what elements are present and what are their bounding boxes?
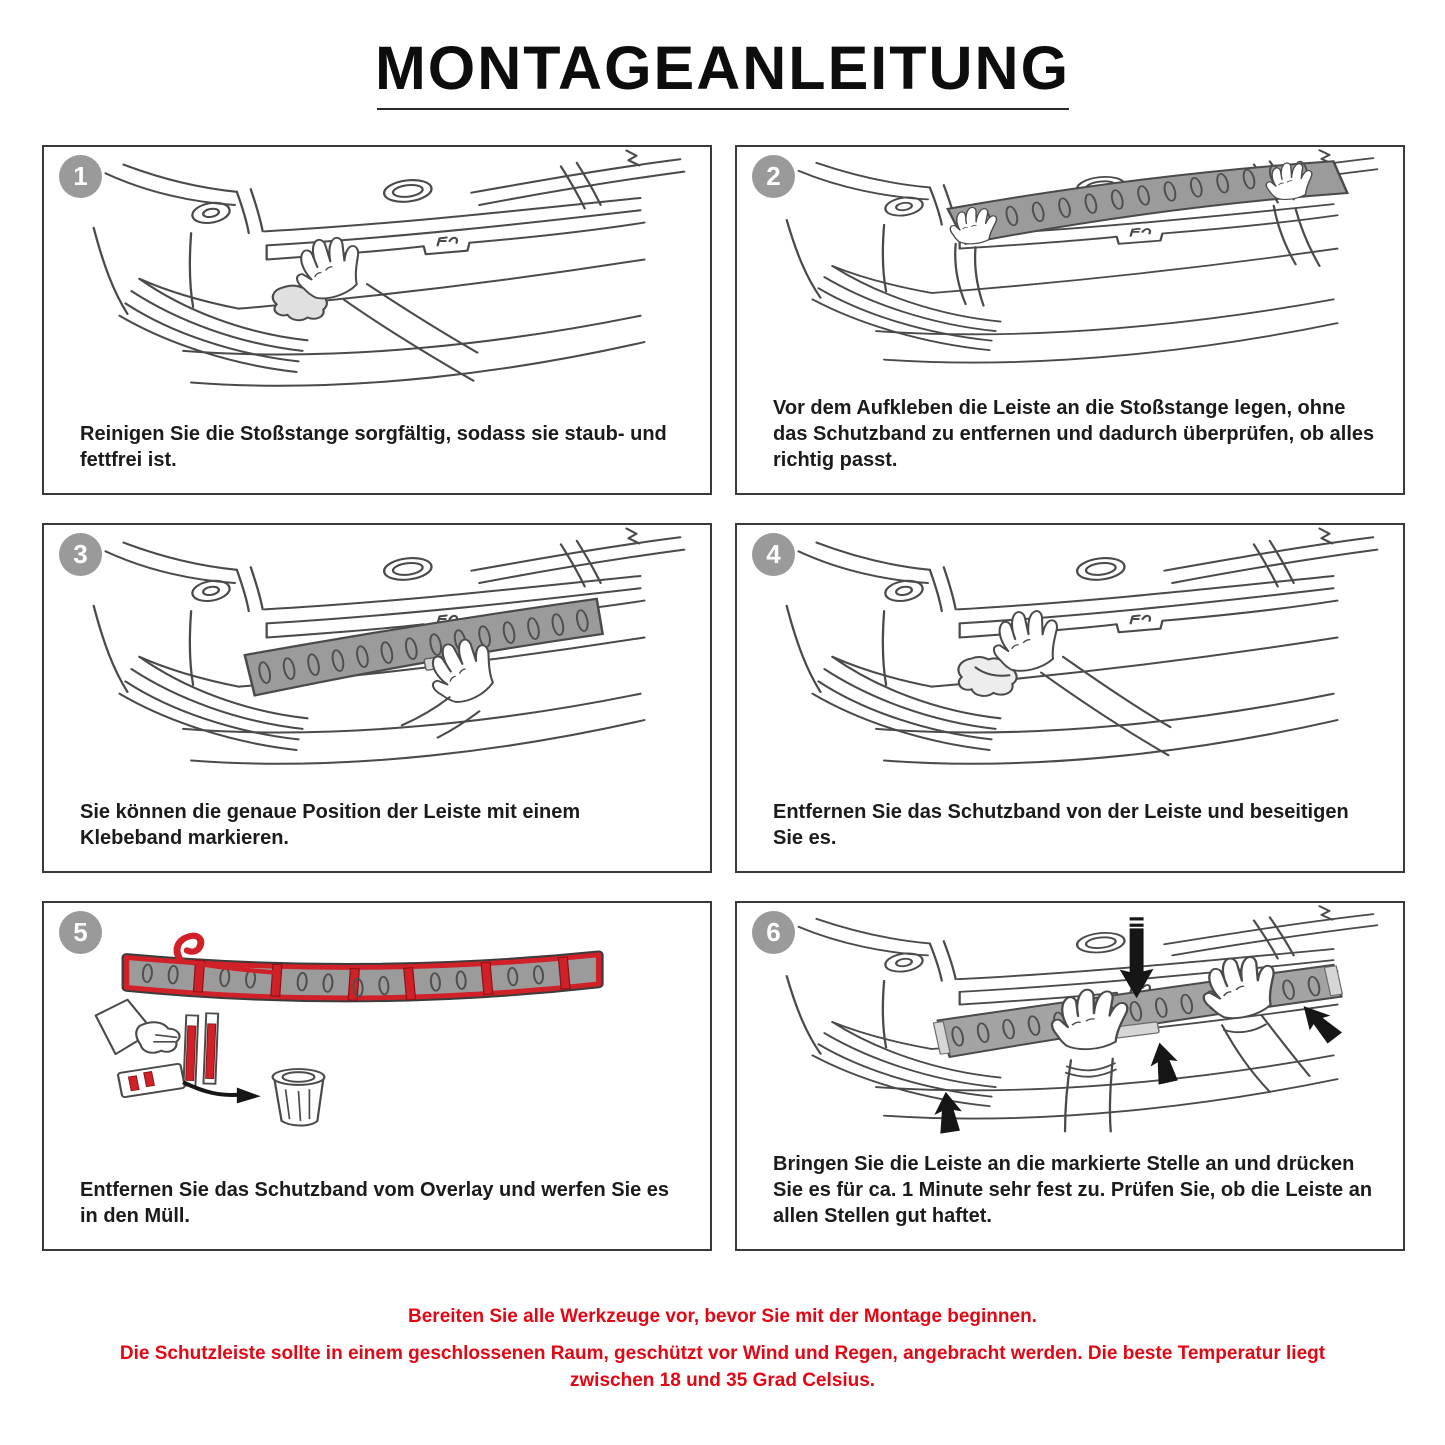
- trash-can: [273, 1069, 325, 1125]
- step-3-illustration: [44, 525, 710, 793]
- arm-lines: [402, 697, 480, 737]
- step-number-badge: 2: [752, 155, 795, 198]
- step-panel-5: [42, 901, 712, 1251]
- step-number-badge: 4: [752, 533, 795, 576]
- step-1-illustration: [44, 147, 710, 415]
- title-underline: [377, 108, 1069, 110]
- step-panel-4: [735, 523, 1405, 873]
- header: [0, 0, 1445, 110]
- page-title: MONTAGEANLEITUNG: [374, 34, 1071, 102]
- pinching-hand: [96, 1000, 180, 1054]
- steps-grid: [42, 145, 1405, 1251]
- step-panel-1: [42, 145, 712, 495]
- step-caption: Entfernen Sie das Schutzband von der Leiste und beseitigen Sie es.: [773, 801, 1349, 849]
- press-up-arrow-center: [1146, 1041, 1182, 1085]
- step-number-badge: 5: [59, 911, 102, 954]
- step-number-badge: 3: [59, 533, 102, 576]
- step-4-illustration: [737, 525, 1403, 793]
- step-panel-3: [42, 523, 712, 873]
- step-panel-2: [735, 145, 1405, 495]
- disposal-arrow: [183, 1082, 261, 1103]
- step-caption: Reinigen Sie die Stoßstange sorgfältig, sodass sie staub- und fettfrei ist.: [80, 423, 667, 471]
- footer-note-1: Bereiten Sie alle Werkzeuge vor, bevor Sie mit der Montage beginnen.: [408, 1306, 1037, 1327]
- step-caption: Sie können die genaue Position der Leiste mit einem Klebeband markieren.: [80, 801, 581, 849]
- car-rear-outline: [94, 151, 684, 386]
- step-panel-6: [735, 901, 1405, 1251]
- sleeve-center: [1065, 1059, 1116, 1132]
- arm-lines-left: [955, 244, 983, 306]
- arm-lines: [344, 284, 477, 381]
- step-caption: Vor dem Aufkleben die Leiste an die Stoßstange legen, ohne das Schutzband zu entfernen und dadurch überprüfen, ob alles richtig passt.: [773, 397, 1375, 471]
- footer-note-2: Die Schutzleiste sollte in einem geschlossenen Raum, geschützt vor Wind und Regen, angebracht werden. Die beste Temperatur liegt zwischen 18 und 35 Grad Celsius.: [119, 1343, 1326, 1391]
- sleeve-right: [1222, 1016, 1309, 1092]
- step-2-illustration: [737, 147, 1403, 389]
- step-number-badge: 6: [752, 911, 795, 954]
- protective-strip: [245, 599, 603, 696]
- step-number-badge: 1: [59, 155, 102, 198]
- disposal-piece: [118, 1063, 185, 1097]
- tape-backing-strips: [183, 1013, 218, 1087]
- step-caption: Bringen Sie die Leiste an die markierte Stelle an und drücken Sie es für ca. 1 Minute sehr fest zu. Prüfen Sie, ob die Leiste an allen Stellen gut haftet.: [773, 1153, 1373, 1227]
- arm-lines: [1041, 657, 1170, 755]
- step-6-illustration: [737, 903, 1403, 1145]
- step-5-illustration: [44, 903, 710, 1171]
- step-caption: Entfernen Sie das Schutzband vom Overlay und werfen Sie es in den Müll.: [80, 1179, 670, 1227]
- car-rear-outline: [787, 529, 1377, 764]
- footer-warnings: [0, 1306, 1445, 1394]
